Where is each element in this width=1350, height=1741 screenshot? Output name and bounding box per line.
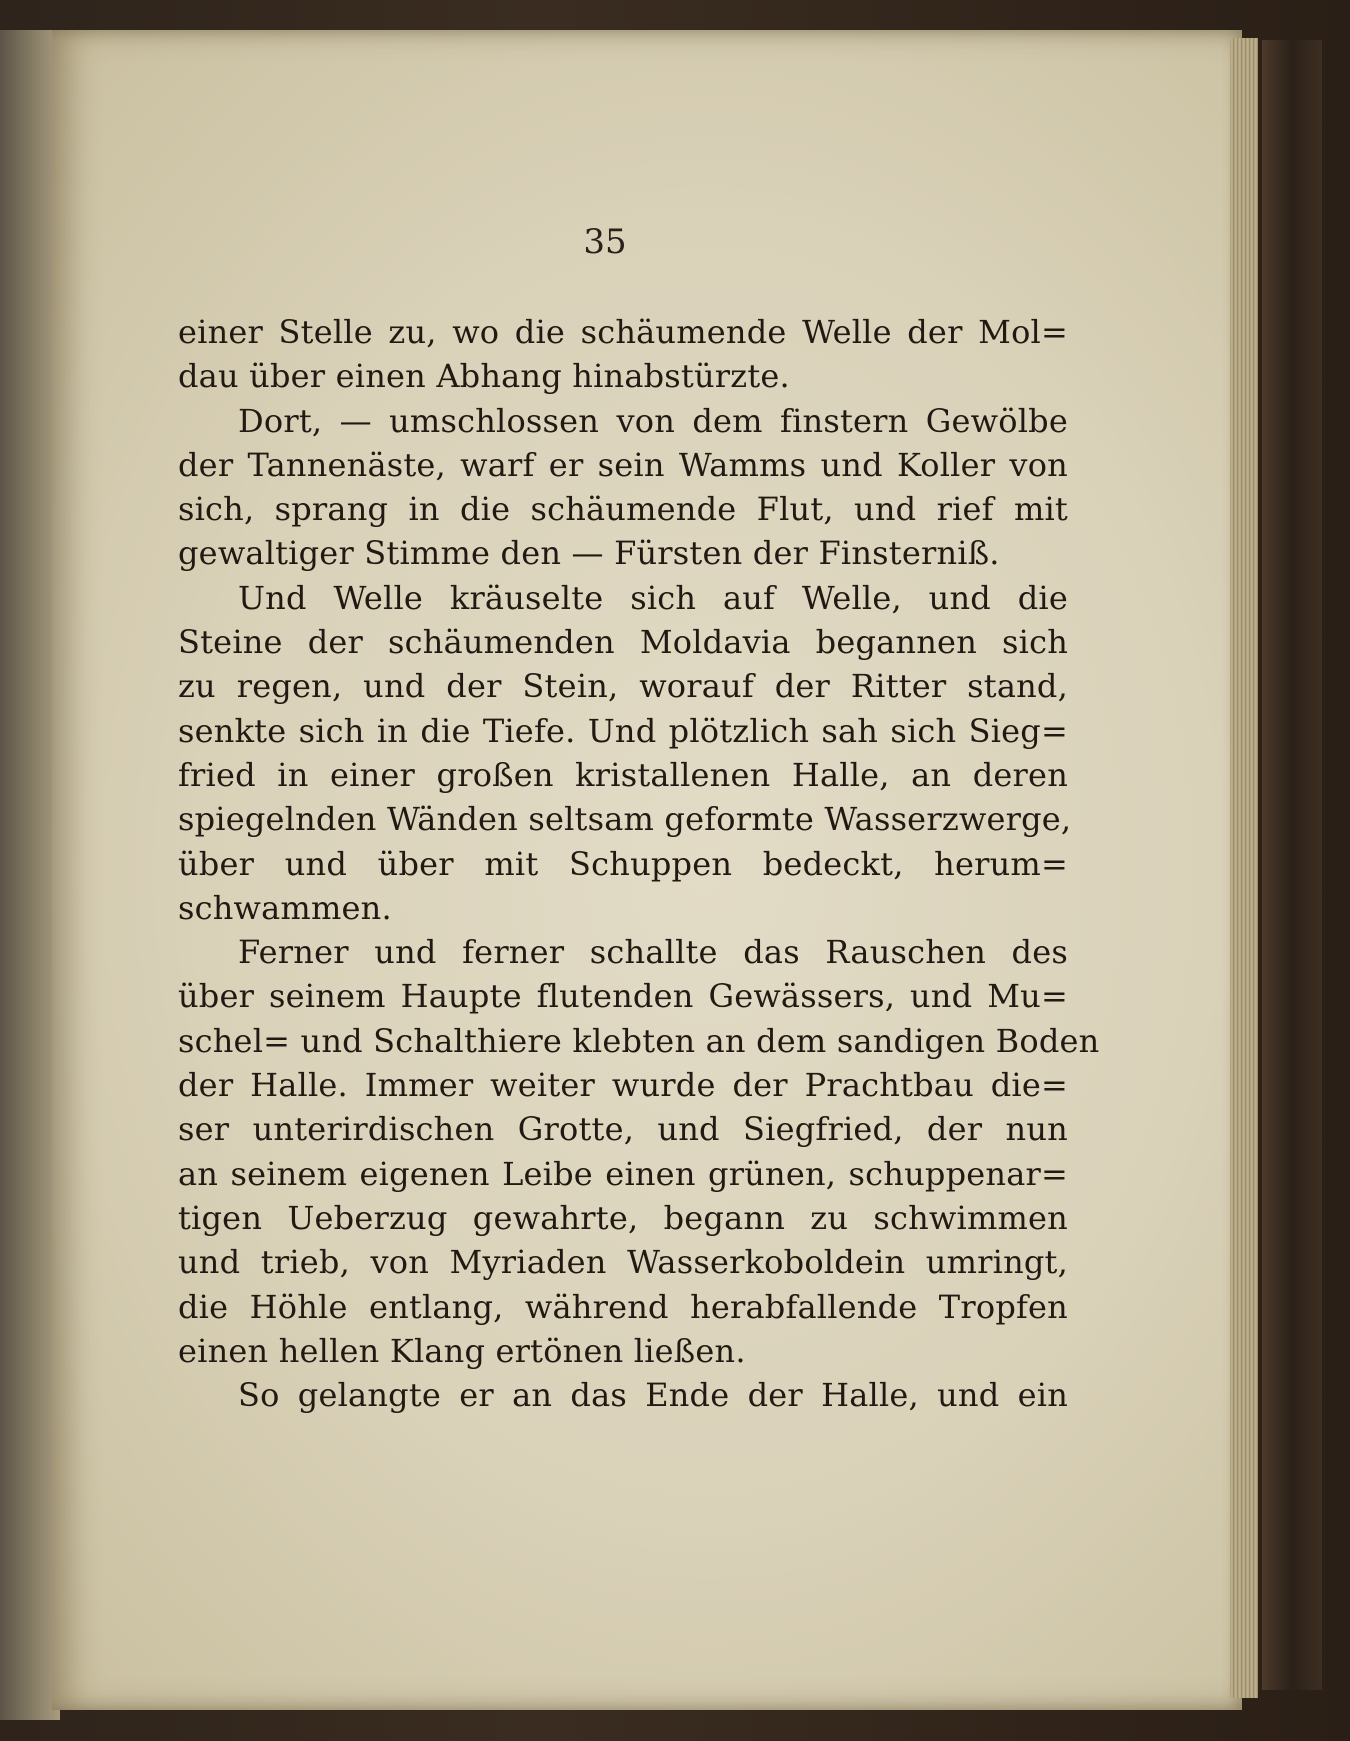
text-line: dau über einen Abhang hinabstürzte. xyxy=(178,357,790,396)
text-line: Und Welle kräuselte sich auf Welle, und die xyxy=(238,578,1068,617)
text-line: So gelangte er an das Ende der Halle, und ein xyxy=(238,1376,1068,1415)
page-block-edges xyxy=(1230,38,1258,1698)
text-line: schwammen. xyxy=(178,888,392,927)
body-text xyxy=(178,310,1100,1417)
text-line: senkte sich in die Tiefe. Und plötzlich sah sich Sieg= xyxy=(178,711,1068,750)
text-line: der Halle. Immer weiter wurde der Prachtbau die= xyxy=(178,1066,1068,1105)
text-line: Steine der schäumenden Moldavia begannen sich xyxy=(178,623,1068,662)
text-line: tigen Ueberzug gewahrte, begann zu schwimmen xyxy=(178,1198,1068,1237)
text-line: Dort, — umschlossen von dem finstern Gewölbe xyxy=(238,401,1068,440)
text-line: die Höhle entlang, während herabfallende Tropfen xyxy=(178,1287,1068,1326)
text-line: einen hellen Klang ertönen ließen. xyxy=(178,1331,746,1370)
text-line: spiegelnden Wänden seltsam geformte Wasserzwerge, xyxy=(178,800,1072,839)
text-line: schel= und Schalthiere klebten an dem sandigen Boden xyxy=(178,1021,1100,1060)
text-line: Ferner und ferner schallte das Rauschen des xyxy=(238,933,1068,972)
text-line: einer Stelle zu, wo die schäumende Welle der Mol= xyxy=(178,313,1068,351)
text-line: fried in einer großen kristallenen Halle, an deren xyxy=(178,755,1068,794)
text-line: über und über mit Schuppen bedeckt, herum= xyxy=(178,844,1068,883)
text-line: der Tannenäste, warf er sein Wamms und Koller von xyxy=(178,445,1068,484)
text-line: über seinem Haupte flutenden Gewässers, und Mu= xyxy=(178,977,1068,1016)
text-line: sich, sprang in die schäumende Flut, und rief mit xyxy=(178,490,1068,529)
text-line: gewaltiger Stimme den — Fürsten der Finsterniß. xyxy=(178,534,1000,573)
text-line: an seinem eigenen Leibe einen grünen, schuppenar= xyxy=(178,1154,1068,1193)
text-line: zu regen, und der Stein, worauf der Ritter stand, xyxy=(178,667,1068,706)
cover-edge xyxy=(1262,40,1322,1690)
text-line: ser unterirdischen Grotte, und Siegfried, der nun xyxy=(178,1110,1068,1149)
left-page-edge xyxy=(0,30,60,1720)
page-number: 35 xyxy=(583,222,627,262)
text-line: und trieb, von Myriaden Wasserkoboldein umringt, xyxy=(178,1243,1068,1282)
